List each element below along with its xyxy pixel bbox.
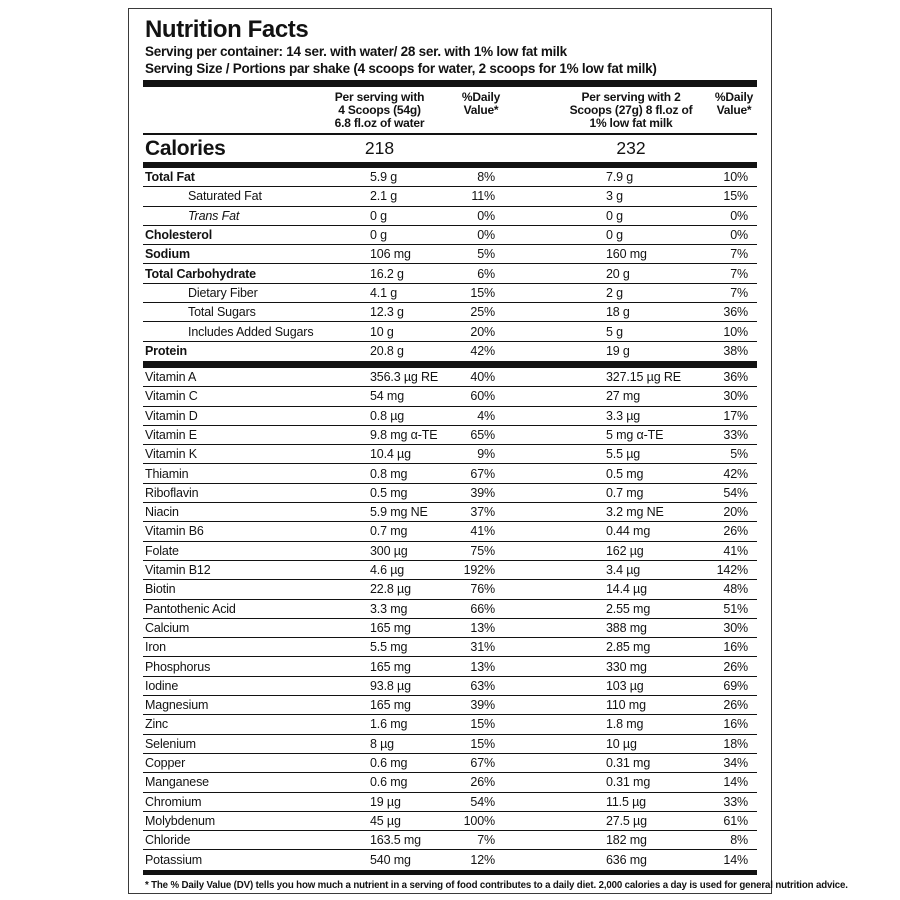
water-daily-value: 0% [477,228,495,243]
nutrient-row-total-carbohydrate [143,264,757,283]
milk-amount: 0 g [606,228,623,243]
column-gap [509,91,549,130]
water-daily-value: 6% [477,266,495,281]
milk-daily-value: 61% [723,813,748,828]
milk-amount: 103 µg [606,678,644,693]
water-daily-value: 192% [463,563,495,578]
water-daily-value: 63% [470,678,495,693]
milk-daily-value: 42% [723,466,748,481]
milk-daily-value: 8% [730,833,748,848]
serving-per-container: Serving per container: 14 ser. with water/ 28 ser. with 1% low fat milk [145,44,567,59]
calories-milk-value: 232 [616,138,646,158]
milk-amount: 182 mg [606,833,647,848]
nutrient-name: Total Fat [145,170,195,185]
nutrient-name: Pantothenic Acid [145,601,236,616]
nutrient-row-vitamin-a [143,368,757,387]
milk-daily-value: 10% [723,324,748,339]
water-amount: 106 mg [370,247,411,262]
nutrient-row-magnesium [143,696,757,715]
nutrient-name: Vitamin D [145,408,198,423]
water-amount: 9.8 mg α-TE [370,428,438,442]
water-daily-value: 40% [470,370,495,385]
water-amount: 2.1 g [370,189,398,204]
water-amount: 93.8 µg [370,678,411,693]
nutrient-row-dietary-fiber [143,284,757,303]
nutrient-name: Saturated Fat [188,189,262,204]
water-amount: 165 mg [370,659,411,674]
nutrient-name: Copper [145,756,186,771]
nutrient-name: Trans Fat [188,208,240,223]
water-amount: 163.5 mg [370,833,421,848]
milk-daily-value: 33% [723,428,748,442]
column-header-daily-value-water: %Daily Value* [461,90,501,117]
nutrient-name: Selenium [145,736,196,751]
nutrient-name: Vitamin K [145,447,197,462]
calories-label: Calories [145,136,226,160]
milk-amount: 160 mg [606,247,647,262]
nutrient-row-vitamin-b12 [143,561,757,580]
milk-amount: 14.4 µg [606,582,647,597]
serving-size: Serving Size / Portions par shake (4 scoops for water, 2 scoops for 1% low fat milk) [145,60,657,76]
milk-amount: 0.31 mg [606,756,651,771]
milk-daily-value: 38% [723,344,748,359]
milk-amount: 0.31 mg [606,775,651,790]
milk-daily-value: 5% [730,447,748,462]
milk-daily-value: 20% [723,505,748,520]
nutrient-row-copper [143,754,757,773]
nutrient-name: Sodium [145,247,190,262]
milk-amount: 0.5 mg [606,466,644,481]
nutrient-name: Thiamin [145,466,189,481]
water-amount: 22.8 µg [370,582,411,597]
nutrient-row-selenium [143,735,757,754]
water-amount: 300 µg [370,543,408,558]
water-daily-value: 9% [477,447,495,462]
water-amount: 3.3 mg [370,601,408,616]
water-amount: 5.9 mg NE [370,505,428,520]
water-amount: 54 mg [370,389,404,404]
milk-amount: 3 g [606,189,623,204]
water-amount: 0.5 mg [370,485,408,500]
milk-amount: 1.8 mg [606,717,644,732]
milk-daily-value: 26% [723,524,748,539]
milk-amount: 11.5 µg [606,794,646,809]
nutrient-name: Iron [145,640,166,655]
water-daily-value: 39% [470,485,495,500]
water-daily-value: 25% [470,305,495,320]
milk-amount: 388 mg [606,620,647,635]
water-daily-value: 13% [470,620,495,635]
nutrient-name: Chloride [145,833,191,848]
water-amount: 45 µg [370,813,401,828]
water-daily-value: 31% [470,640,495,655]
nutrient-name: Chromium [145,794,202,809]
water-daily-value: 13% [470,659,495,674]
milk-amount: 2 g [606,285,623,300]
milk-amount: 5 mg α-TE [606,428,664,442]
nutrient-row-biotin [143,580,757,599]
calories-row [143,135,757,162]
water-daily-value: 41% [470,524,495,539]
milk-daily-value: 26% [723,698,748,713]
nutrient-row-calcium [143,619,757,638]
column-header-empty [143,91,306,130]
column-header-daily-value-milk: %Daily Value* [714,90,754,117]
nutrient-row-chloride [143,831,757,850]
water-daily-value: 15% [470,285,495,300]
nutrient-row-chromium [143,793,757,812]
water-daily-value: 15% [470,717,495,732]
milk-daily-value: 7% [730,266,748,281]
nutrient-row-riboflavin [143,484,757,503]
water-amount: 4.1 g [370,285,398,300]
milk-amount: 27 mg [606,389,640,404]
water-amount: 0.8 µg [370,408,405,423]
milk-amount: 327.15 µg RE [606,370,681,385]
water-daily-value: 8% [477,170,495,185]
milk-amount: 330 mg [606,659,647,674]
milk-amount: 5.5 µg [606,447,641,462]
water-amount: 1.6 mg [370,717,408,732]
milk-amount: 0 g [606,208,623,223]
water-daily-value: 5% [477,247,495,262]
nutrient-row-iodine [143,677,757,696]
nutrient-name: Riboflavin [145,485,199,500]
water-amount: 10.4 µg [370,447,411,462]
milk-daily-value: 142% [716,563,748,578]
water-amount: 0.8 mg [370,466,408,481]
nutrient-name: Dietary Fiber [188,285,258,300]
milk-amount: 3.4 µg [606,563,641,578]
milk-amount: 3.3 µg [606,408,641,423]
milk-daily-value: 48% [723,582,748,597]
water-daily-value: 39% [470,698,495,713]
milk-daily-value: 16% [723,640,748,655]
water-daily-value: 66% [470,601,495,616]
nutrient-row-zinc [143,715,757,734]
nutrient-name: Niacin [145,505,179,520]
nutrient-row-sodium [143,245,757,264]
water-daily-value: 4% [477,408,495,423]
milk-daily-value: 36% [723,370,748,385]
nutrient-row-folate [143,542,757,561]
milk-daily-value: 0% [730,228,748,243]
milk-daily-value: 18% [723,736,748,751]
nutrient-row-phosphorus [143,657,757,676]
nutrient-row-saturated-fat [143,187,757,206]
column-header-milk: Per serving with 2 Scoops (27g) 8 fl.oz of 1% low fat milk [569,90,693,130]
water-amount: 16.2 g [370,266,404,281]
water-daily-value: 75% [470,543,495,558]
nutrient-row-protein [143,342,757,361]
water-daily-value: 60% [470,389,495,404]
milk-daily-value: 69% [723,678,748,693]
nutrient-name: Total Sugars [188,305,256,320]
water-amount: 5.9 g [370,170,398,185]
column-header-water: Per serving with 4 Scoops (54g) 6.8 fl.oz of water [334,90,425,130]
nutrition-facts-label [128,8,848,894]
nutrient-name: Calcium [145,620,190,635]
water-amount: 0.6 mg [370,775,408,790]
nutrient-name: Vitamin C [145,389,198,404]
water-daily-value: 26% [470,775,495,790]
water-daily-value: 67% [470,756,495,771]
water-daily-value: 67% [470,466,495,481]
nutrient-name: Vitamin B6 [145,524,204,539]
milk-daily-value: 34% [723,756,748,771]
nutrient-name: Folate [145,543,179,558]
water-daily-value: 76% [470,582,495,597]
water-amount: 165 mg [370,698,411,713]
nutrient-row-vitamin-d [143,407,757,426]
milk-daily-value: 30% [723,620,748,635]
water-amount: 0 g [370,228,387,243]
label-title: Nutrition Facts [145,16,309,43]
nutrient-row-vitamin-c [143,387,757,406]
nutrient-name: Magnesium [145,698,209,713]
water-daily-value: 100% [463,813,495,828]
micronutrient-rows [143,368,757,870]
nutrient-row-molybdenum [143,812,757,831]
nutrient-row-vitamin-k [143,445,757,464]
nutrient-row-cholesterol [143,226,757,245]
milk-amount: 18 g [606,305,630,320]
water-daily-value: 42% [470,344,495,359]
milk-amount: 636 mg [606,853,647,868]
nutrient-row-potassium [143,850,757,869]
nutrient-row-vitamin-b6 [143,522,757,541]
milk-daily-value: 17% [723,408,748,423]
milk-amount: 110 mg [606,698,646,713]
milk-amount: 2.55 mg [606,601,651,616]
water-daily-value: 12% [470,853,495,868]
thick-divider-top [143,80,757,87]
milk-amount: 2.85 mg [606,640,651,655]
water-daily-value: 11% [471,189,495,204]
water-amount: 4.6 µg [370,563,405,578]
nutrient-name: Manganese [145,775,209,790]
milk-daily-value: 36% [723,305,748,320]
water-amount: 19 µg [370,794,401,809]
milk-amount: 5 g [606,324,623,339]
milk-amount: 27.5 µg [606,813,647,828]
milk-amount: 162 µg [606,543,644,558]
nutrient-name: Molybdenum [145,813,216,828]
water-daily-value: 37% [470,505,495,520]
nutrient-name: Vitamin B12 [145,563,211,578]
water-amount: 540 mg [370,853,411,868]
nutrient-name: Protein [145,344,188,359]
milk-daily-value: 7% [730,285,748,300]
thick-divider-protein [143,361,757,368]
milk-daily-value: 51% [723,601,748,616]
nutrient-row-total-sugars [143,303,757,322]
macronutrient-rows [143,168,757,361]
nutrient-row-iron [143,638,757,657]
nutrient-name: Cholesterol [145,228,213,243]
water-daily-value: 0% [477,208,495,223]
nutrient-name: Potassium [145,853,203,868]
water-daily-value: 15% [470,736,495,751]
nutrient-name: Iodine [145,678,179,693]
milk-daily-value: 54% [723,485,748,500]
milk-daily-value: 10% [723,170,748,185]
water-daily-value: 20% [470,324,495,339]
nutrient-name: Includes Added Sugars [188,324,314,339]
footnote: * The % Daily Value (DV) tells you how much a nutrient in a serving of food contributes to a daily diet. 2,000 calories a day is used for general nutrition advice. [144,879,848,891]
water-amount: 0.6 mg [370,756,408,771]
nutrient-row-total-fat [143,168,757,187]
nutrient-row-thiamin [143,464,757,483]
milk-amount: 20 g [606,266,630,281]
calories-water-value: 218 [364,138,395,158]
nutrient-name: Biotin [145,582,176,597]
water-amount: 8 µg [370,736,394,751]
water-amount: 20.8 g [370,344,404,359]
nutrient-name: Total Carbohydrate [145,266,256,281]
water-daily-value: 65% [470,428,495,442]
water-amount: 356.3 µg RE [370,370,439,385]
water-amount: 10 g [370,324,394,339]
water-daily-value: 54% [470,794,495,809]
milk-amount: 0.44 mg [606,524,651,539]
water-amount: 0.7 mg [370,524,408,539]
milk-daily-value: 14% [723,853,748,868]
column-header-row [143,87,757,135]
water-amount: 12.3 g [370,305,404,320]
water-amount: 5.5 mg [370,640,408,655]
milk-daily-value: 7% [730,247,748,262]
nutrient-row-vitamin-e [143,426,757,445]
nutrient-name: Zinc [145,717,169,732]
nutrient-row-niacin [143,503,757,522]
water-daily-value: 7% [477,833,495,848]
nutrient-name: Phosphorus [145,659,211,674]
milk-amount: 0.7 mg [606,485,644,500]
milk-daily-value: 0% [730,208,748,223]
milk-daily-value: 15% [723,189,748,204]
nutrient-row-includes-added-sugars [143,322,757,341]
milk-daily-value: 16% [723,717,748,732]
milk-daily-value: 14% [723,775,748,790]
milk-amount: 19 g [606,344,630,359]
nutrient-row-manganese [143,773,757,792]
milk-amount: 7.9 g [606,170,634,185]
milk-amount: 10 µg [606,736,637,751]
nutrient-name: Vitamin E [145,428,197,442]
milk-amount: 3.2 mg NE [606,505,664,520]
water-amount: 0 g [370,208,387,223]
water-amount: 165 mg [370,620,411,635]
milk-daily-value: 26% [723,659,748,674]
milk-daily-value: 33% [723,794,748,809]
milk-daily-value: 41% [723,543,748,558]
nutrient-row-trans-fat [143,207,757,226]
nutrient-name: Vitamin A [145,370,197,385]
milk-daily-value: 30% [723,389,748,404]
nutrient-row-pantothenic-acid [143,600,757,619]
